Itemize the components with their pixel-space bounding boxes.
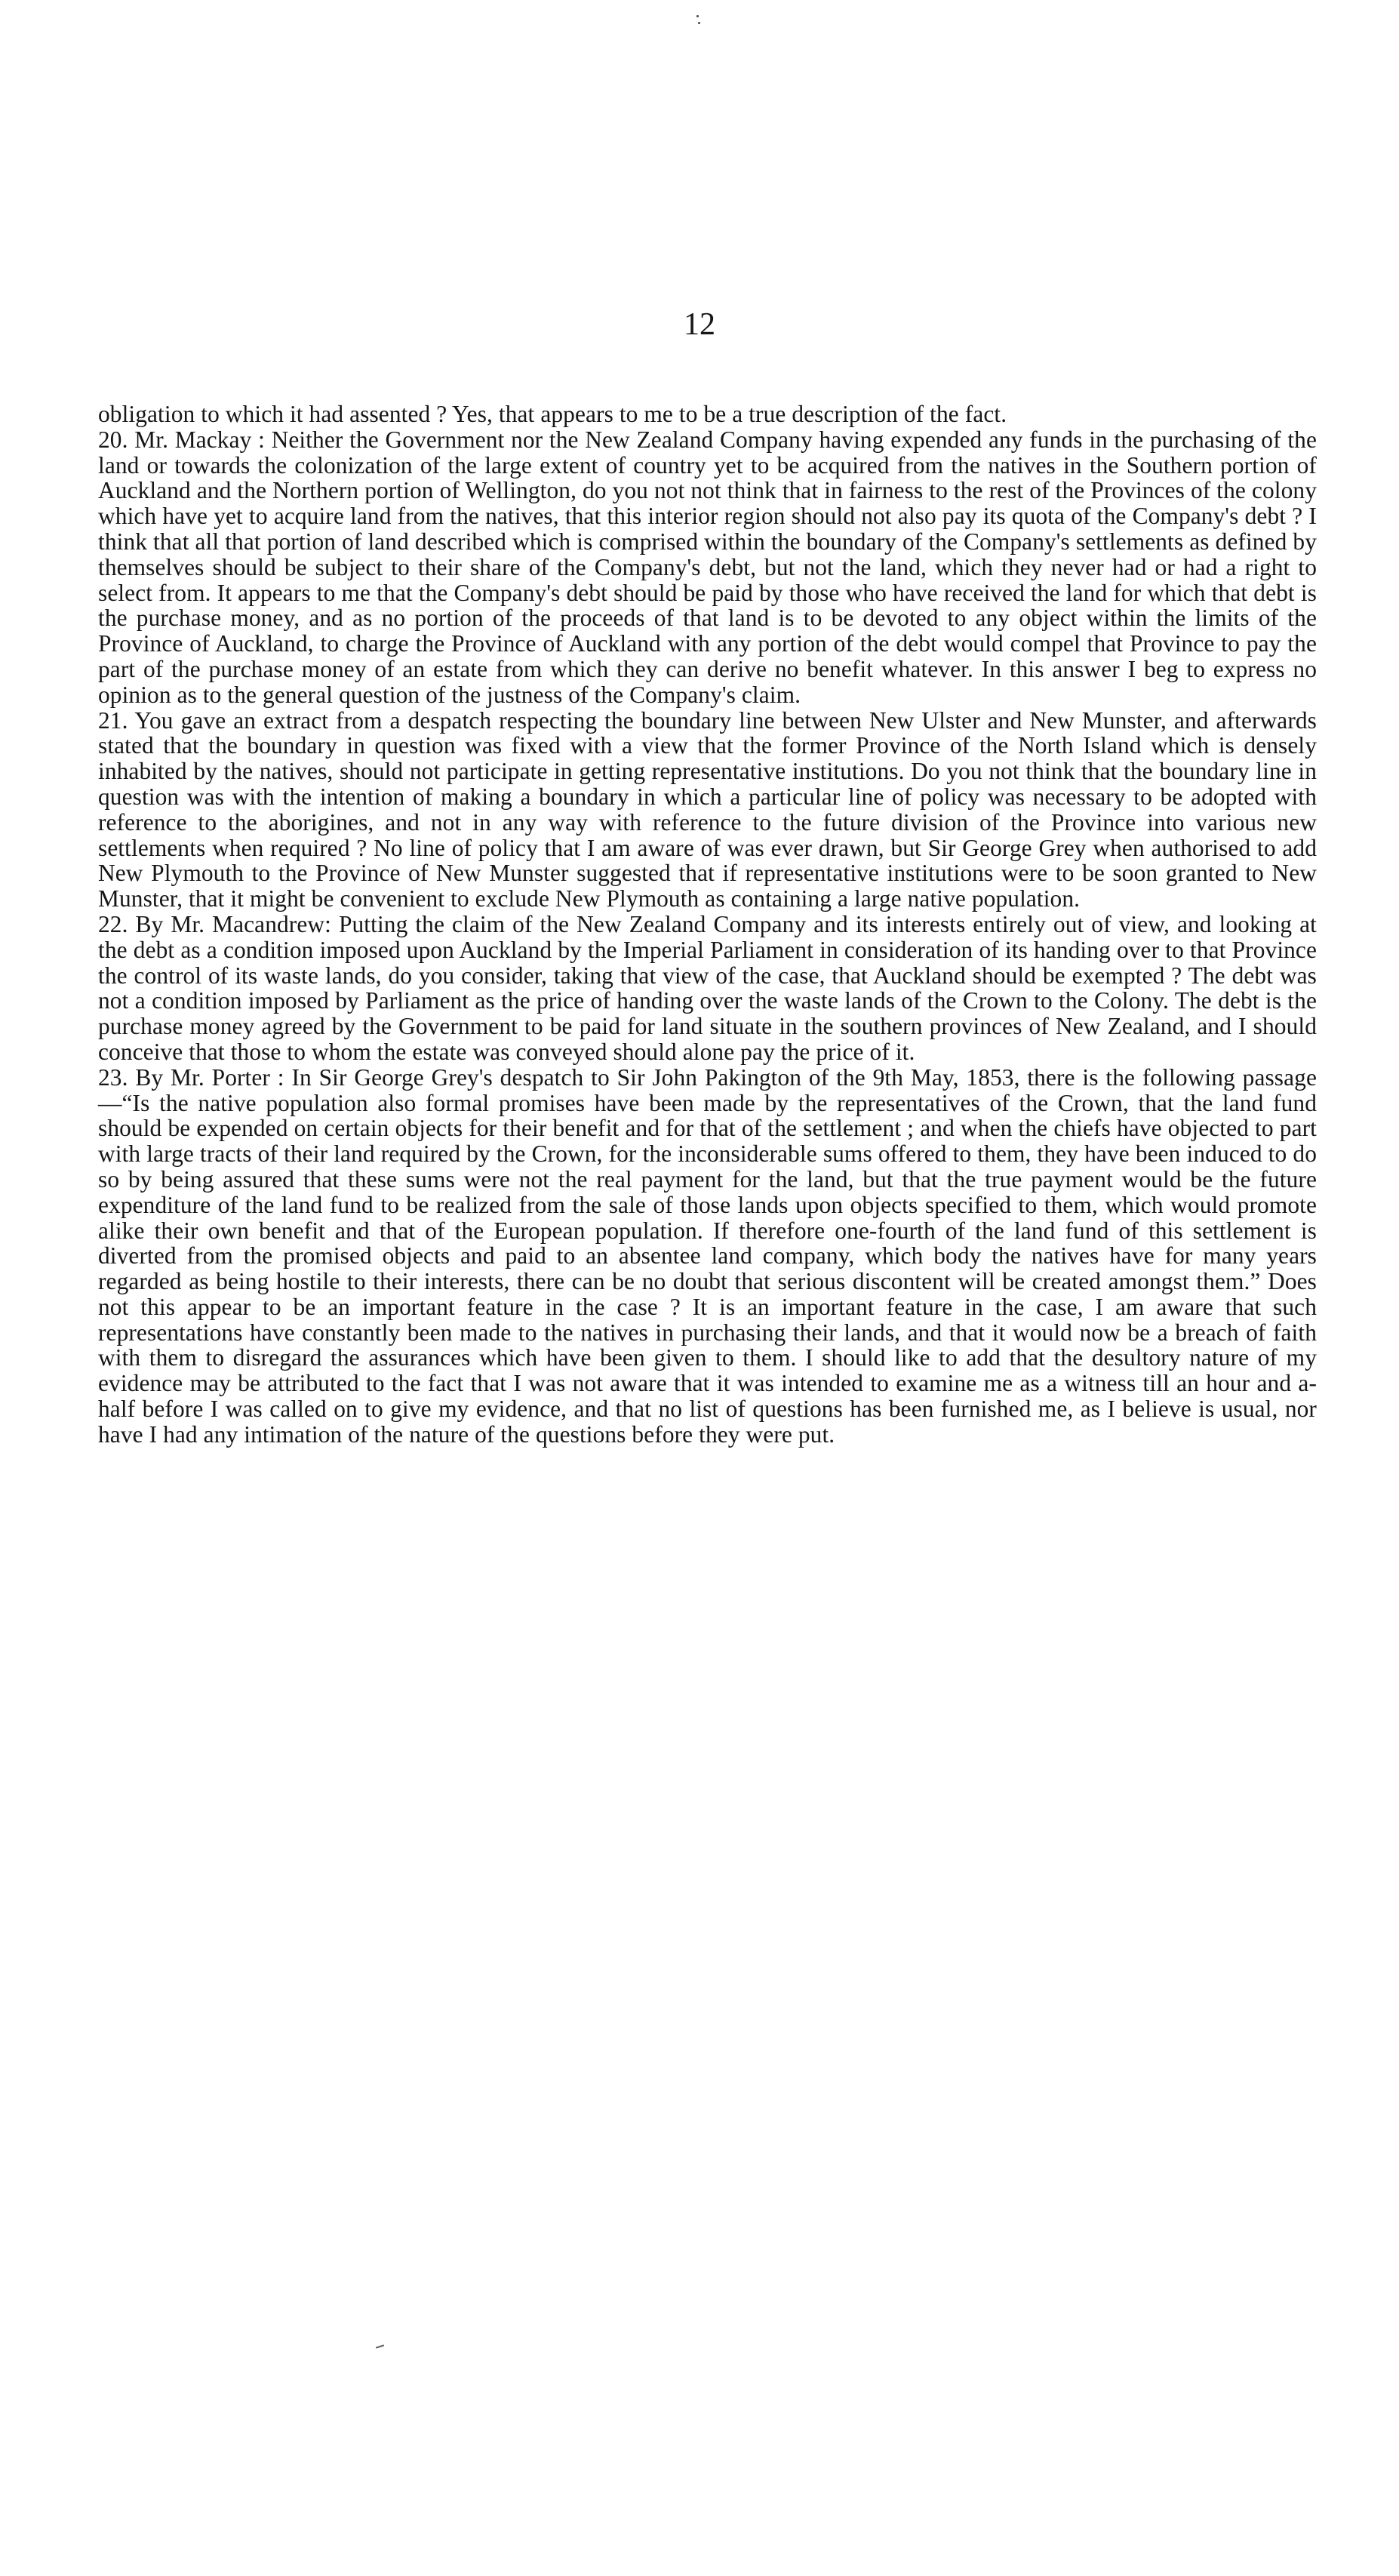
ink-speck — [698, 22, 700, 24]
body-text — [98, 402, 1317, 1448]
ink-speck — [696, 15, 699, 17]
paragraph-question-21: 21. You gave an extract from a despatch respecting the boundary line between New Ulster and New Munster, and afterwards stated that the boundary in question was fixed with a view that the former Province of the North Island which is densely inhabited by the natives, should not participate in getting representative institutions. Do you not think that the boundary line in question was with the intention of making a boundary in which a particular line of policy was necessary to be adopted with reference to the aborigines, and not in any way with reference to the future division of the Province into various new settlements when required ? No line of policy that I am aware of was ever drawn, but Sir George Grey when authorised to add New Plymouth to the Province of New Munster suggested that if representative institutions were to be soon granted to New Munster, that it might be convenient to exclude New Plymouth as containing a large native population. — [98, 706, 1317, 913]
paragraph-question-20: 20. Mr. Mackay : Neither the Government nor the New Zealand Company having expended any funds in the purchasing of the land or towards the colonization of the large extent of country yet to be acquired from the natives in the Southern portion of Auckland and the Northern portion of Wellington, do you not not think that in fairness to the rest of the Provinces of the colony which have yet to acquire land from the natives, that this interior region should not also pay its quota of the Company's debt ? I think that all that portion of land described which is comprised within the boundary of the Company's settlements as defined by themselves should be subject to their share of the Company's debt, but not the land, which they never had or had a right to select from. It appears to me that the Company's debt should be paid by those who have received the land for which that debt is the purchase money, and as no portion of the proceeds of that land is to be devoted to any object within the limits of the Province of Auckland, to charge the Province of Auckland with any portion of the debt would compel that Province to pay the part of the purchase money of an estate from which they can derive no benefit whatever. In this answer I beg to express no opinion as to the general question of the justness of the Company's claim. — [98, 426, 1317, 708]
ink-mark — [376, 2344, 384, 2348]
paragraph-question-23: 23. By Mr. Porter : In Sir George Grey's despatch to Sir John Pakington of the 9th May, 1853, there is the following passage—“Is the native population also formal promises have been made by the representatives of the Crown, that the land fund should be expended on certain objects for their benefit and for that of the settlement ; and when the chiefs have objected to part with large tracts of their land required by the Crown, for the inconsiderable sums offered to them, they have been induced to do so by being assured that these sums were not the real payment for the land, but that the true payment would be the future expenditure of the land fund to be realized from the sale of those lands upon objects specified to them, which would promote alike their own benefit and that of the European population. If therefore one-fourth of the land fund of this settlement is diverted from the promised objects and paid to an absentee land company, which body the natives have for many years regarded as being hostile to their interests, there can be no doubt that serious discontent will be created amongst them.” Does not this appear to be an important feature in the case ? It is an important feature in the case, I am aware that such representations have constantly been made to the natives in purchasing their lands, and that it would now be a breach of faith with them to disregard the assurances which have been given to them. I should like to add that the desultory nature of my evidence may be attributed to the fact that I was not aware that it was intended to examine me as a witness till an hour and a-half before I was called on to give my evidence, and that no list of questions has been furnished me, as I believe is usual, nor have I had any intimation of the nature of the questions before they were put. — [98, 1063, 1317, 1448]
paragraph-continuation: obligation to which it had assented ? Yes, that appears to me to be a true description of the fact. — [98, 401, 1007, 427]
paragraph-question-22: 22. By Mr. Macandrew: Putting the claim of the New Zealand Company and its interests entirely out of view, and looking at the debt as a condition imposed upon Auckland by the Imperial Parliament in consideration of its handing over to that Province the control of its waste lands, do you consider, taking that view of the case, that Auckland should be exempted ? The debt was not a condition imposed by Parliament as the price of handing over the waste lands of the Crown to the Colony. The debt is the purchase money agreed by the Government to be paid for land situate in the southern provinces of New Zealand, and I should conceive that those to whom the estate was conveyed should alone pay the price of it. — [98, 910, 1317, 1065]
page-number: 12 — [684, 307, 715, 342]
